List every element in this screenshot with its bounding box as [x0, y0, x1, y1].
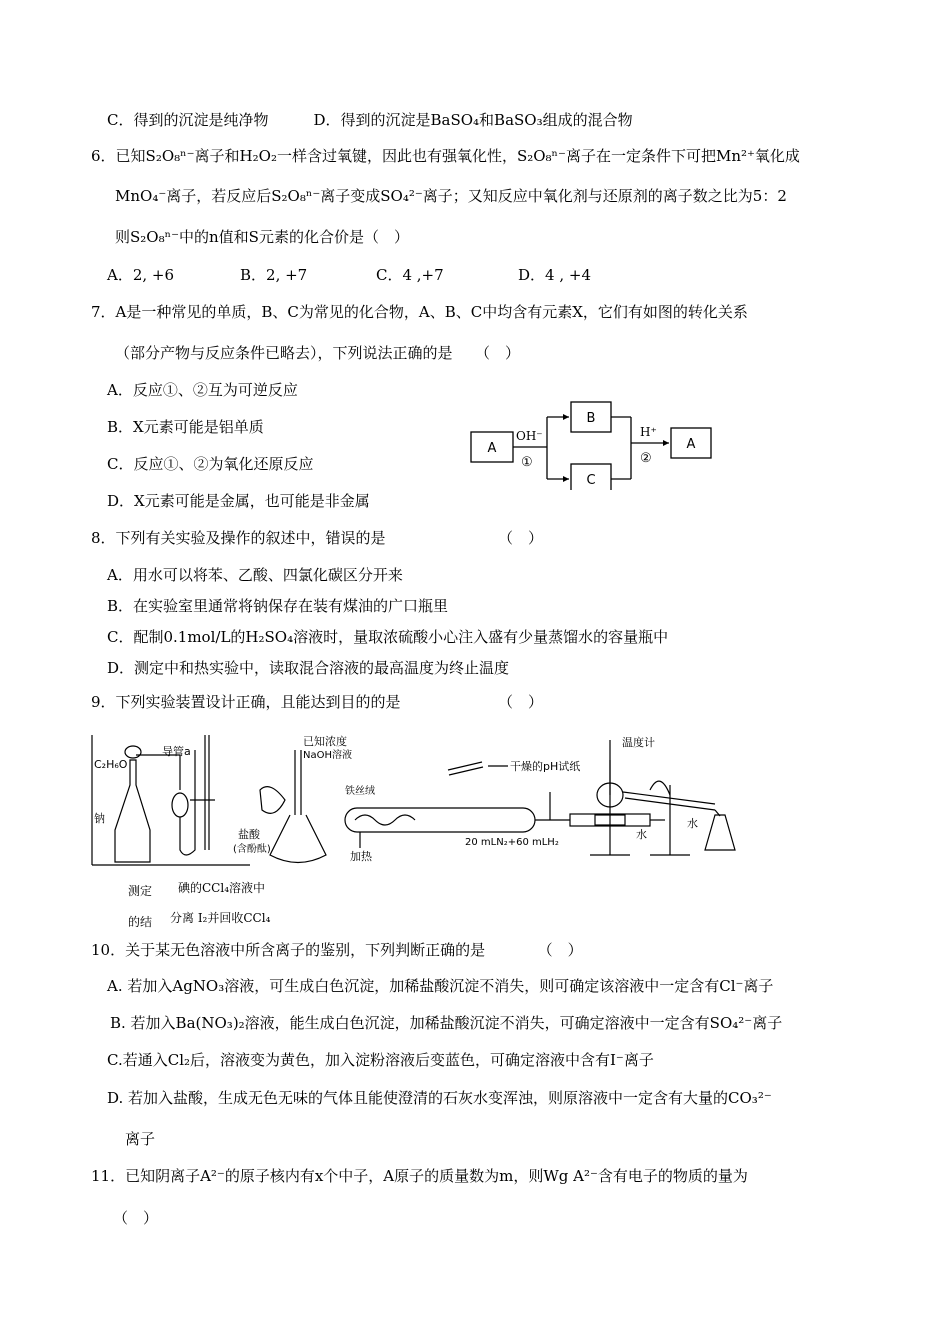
- label-hcl: 盐酸: [238, 828, 260, 841]
- question-8-option-d: D．测定中和热实验中，读取混合溶液的最高温度为终止温度: [107, 659, 510, 677]
- question-8-option-a: A．用水可以将苯、乙酸、四氯化碳区分开来: [107, 566, 403, 584]
- label-gas-mixture: 20 mLN₂+60 mLH₂: [465, 837, 559, 848]
- question-7-line2: （部分产物与反应条件已略去），下列说法正确的是 （ ）: [115, 344, 521, 362]
- question-10-option-a: A. 若加入AgNO₃溶液，可生成白色沉淀，加稀盐酸沉淀不消失，则可确定该溶液中一定含有Cl⁻离子: [107, 977, 774, 995]
- question-8: 8．下列有关实验及操作的叙述中，错误的是 （ ）: [91, 529, 544, 547]
- question-6-option-c: C．4 ,+7: [376, 266, 444, 284]
- apparatus-figure: [90, 730, 760, 930]
- caption-2b: 分离 I₂并回收CCl₄: [170, 911, 271, 925]
- question-10-option-c: C.若通入Cl₂后，溶液变为黄色，加入淀粉溶液后变蓝色，可确定溶液中含有I⁻离子: [107, 1051, 654, 1069]
- label-water-out: 水: [687, 817, 698, 830]
- question-8-option-c: C．配制0.1mol/L的H₂SO₄溶液时，量取浓硫酸小心注入盛有少量蒸馏水的容量瓶中: [107, 628, 669, 646]
- caption-1a: 测定: [128, 884, 153, 898]
- question-7-option-c: C．反应①、②为氧化还原反应: [107, 455, 314, 473]
- label-heat: 加热: [350, 850, 372, 863]
- label-ph-paper: 干燥的pH试纸: [510, 760, 581, 773]
- label-iron: 铁丝绒: [345, 786, 375, 797]
- conversion-diagram: [468, 400, 718, 490]
- label-reaction-1: ①: [521, 455, 533, 470]
- question-7-option-d: D．X元素可能是金属，也可能是非金属: [107, 492, 370, 510]
- question-8-option-b: B．在实验室里通常将钠保存在装有煤油的广口瓶里: [107, 597, 449, 615]
- question-10: 10．关于某无色溶液中所含离子的鉴别，下列判断正确的是 （ ）: [91, 941, 583, 959]
- question-6-line2: MnO₄⁻离子，若反应后S₂O₈ⁿ⁻离子变成SO₄²⁻离子；又知反应中氧化剂与还原剂的离子数之比为5：2: [115, 187, 787, 205]
- label-thermometer: 温度计: [622, 736, 655, 749]
- caption-1b: 的结: [128, 915, 153, 929]
- question-10-option-d: D. 若加入盐酸，生成无色无味的气体且能使澄清的石灰水变浑浊，则原溶液中一定含有大量的CO₃²⁻: [107, 1089, 772, 1107]
- box-c: C: [586, 473, 596, 488]
- label-naoh-2: NaOH溶液: [303, 750, 352, 761]
- caption-2a: 碘的CCl₄溶液中: [178, 881, 266, 895]
- question-7-option-b: B．X元素可能是铝单质: [107, 418, 264, 436]
- question-10-option-d-cont: 离子: [125, 1130, 156, 1148]
- box-a-start: A: [487, 441, 497, 456]
- question-7-option-a: A．反应①、②互为可逆反应: [107, 381, 298, 399]
- question-6-option-a: A．2, +6: [107, 266, 175, 284]
- question-6-line3: 则S₂O₈ⁿ⁻中的n值和S元素的化合价是（ ）: [115, 228, 409, 246]
- label-sodium: 钠: [94, 812, 105, 825]
- question-11: 11．已知阴离子A²⁻的原子核内有x个中子，A原子的质量数为m，则Wg A²⁻含有电子的物质的量为: [91, 1167, 748, 1185]
- label-oh: OH⁻: [516, 429, 543, 443]
- option-c-d-q5: C．得到的沉淀是纯净物 D．得到的沉淀是BaSO₄和BaSO₃组成的混合物: [107, 111, 633, 129]
- question-6-line1: 6．已知S₂O₈ⁿ⁻离子和H₂O₂一样含过氧键，因此也有强氧化性，S₂O₈ⁿ⁻离子在一定条件下可把Mn²⁺氧化成: [91, 147, 800, 165]
- label-phenolphthalein: (含酚酞): [233, 844, 271, 855]
- question-6-option-d: D．4 , +4: [518, 266, 591, 284]
- label-naoh-1: 已知浓度: [303, 735, 347, 748]
- question-10-option-b: B. 若加入Ba(NO₃)₂溶液，能生成白色沉淀，加稀盐酸沉淀不消失，可确定溶液中一定含有SO₄²⁻离子: [110, 1014, 783, 1032]
- box-a-end: A: [686, 437, 696, 452]
- question-7-line1: 7．A是一种常见的单质，B、C为常见的化合物，A、B、C中均含有元素X，它们有如图的转化关系: [91, 303, 748, 321]
- label-tube-a: 导管a: [162, 745, 191, 758]
- label-h: H⁺: [640, 425, 657, 439]
- label-reaction-2: ②: [640, 451, 652, 466]
- label-water-in: 水: [636, 828, 647, 841]
- question-11-bracket: （ ）: [113, 1209, 159, 1227]
- question-6-option-b: B．2, +7: [240, 266, 308, 284]
- box-b: B: [586, 411, 596, 426]
- label-c2h6o: C₂H₆O: [94, 758, 128, 771]
- question-9: 9．下列实验装置设计正确，且能达到目的的是 （ ）: [91, 693, 544, 711]
